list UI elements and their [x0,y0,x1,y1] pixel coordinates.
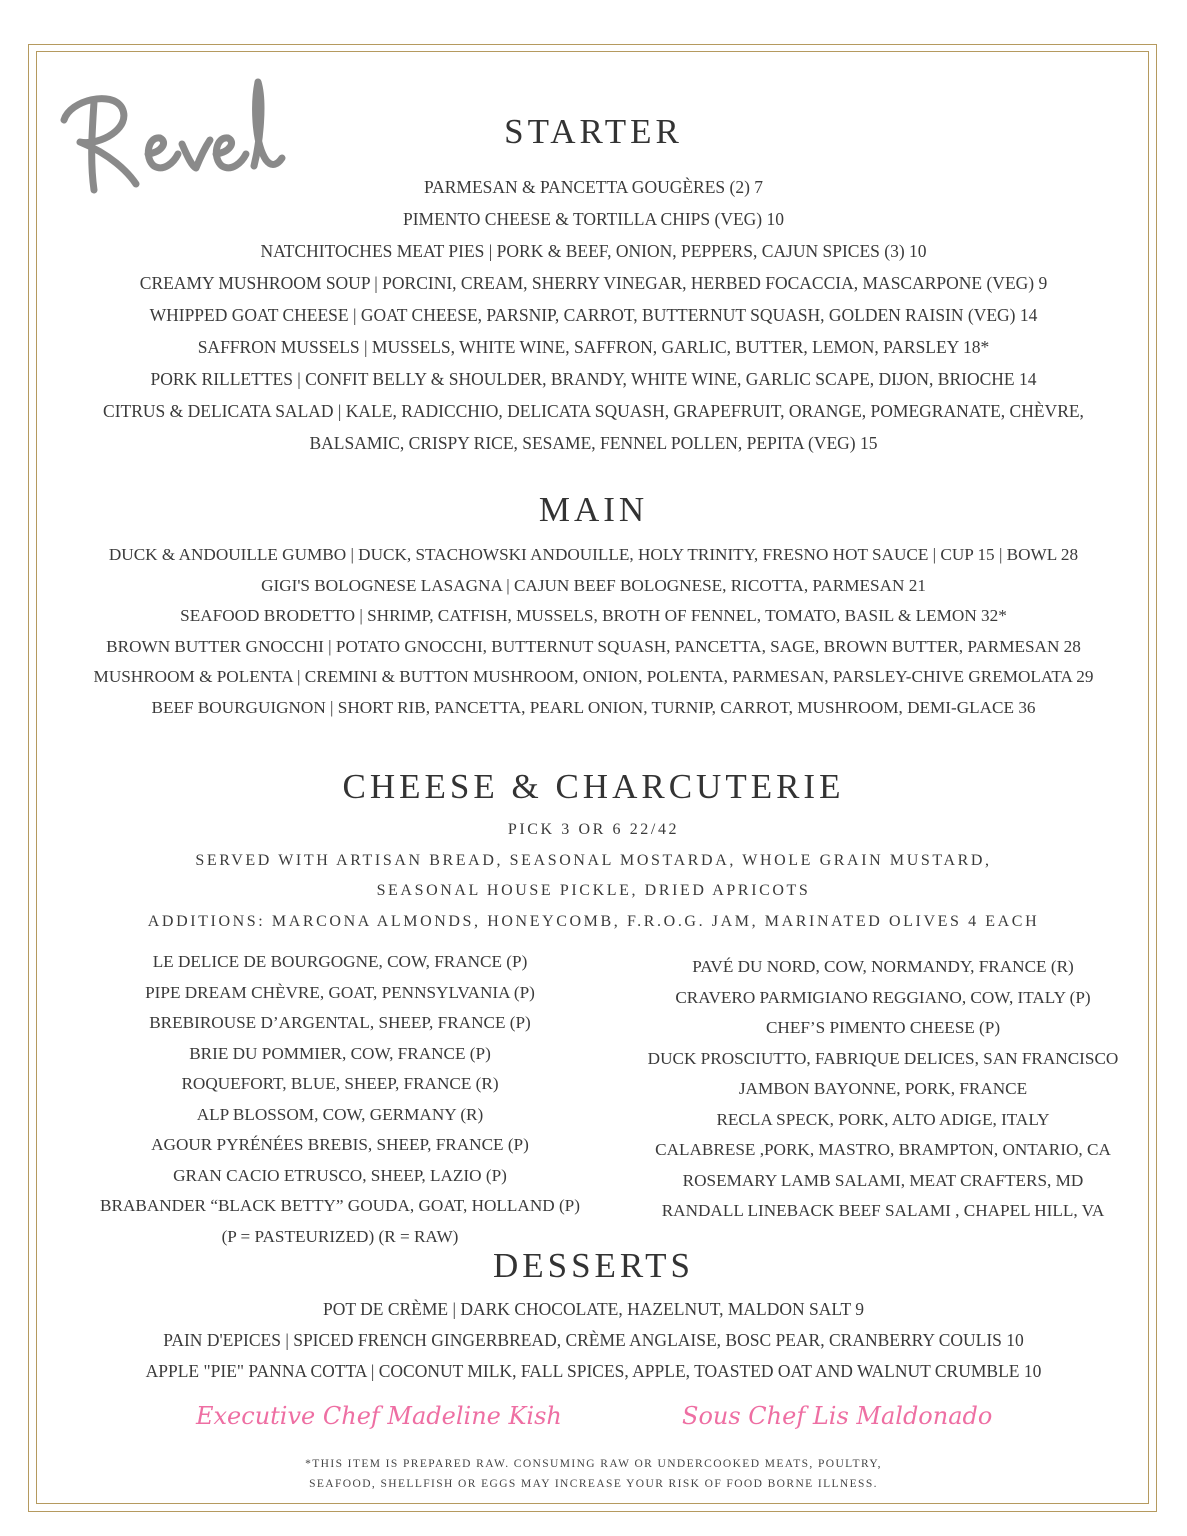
sous-chef-signature: Sous Chef Lis Maldonado [682,1402,993,1430]
disclaimer [0,1454,1187,1494]
list-item: GRAN CACIO ETRUSCO, SHEEP, LAZIO (P) [173,1165,507,1185]
menu-item: PORK RILLETTES | CONFIT BELLY & SHOULDER, BRANDY, WHITE WINE, GARLIC SCAPE, DIJON, BRIOCHE 14 [150,369,1037,389]
menu-item: SEAFOOD BRODETTO | SHRIMP, CATFISH, MUSSELS, BROTH OF FENNEL, TOMATO, BASIL & LEMON 32* [180,606,1007,625]
disclaimer-line: *THIS ITEM IS PREPARED RAW. CONSUMING RAW OR UNDERCOOKED MEATS, POULTRY, [305,1458,882,1470]
list-item: CHEF’S PIMENTO CHEESE (P) [765,1018,1001,1037]
list-item: BRABANDER “BLACK BETTY” GOUDA, GOAT, HOLLAND (P) [100,1196,580,1215]
menu-item: CREAMY MUSHROOM SOUP | PORCINI, CREAM, SHERRY VINEGAR, HERBED FOCACCIA, MASCARPONE (VEG) 9 [139,273,1048,293]
cheese-info-line: PICK 3 OR 6 22/42 [507,821,680,838]
cheese-title: CHEESE & CHARCUTERIE [342,767,845,806]
menu-item: APPLE "PIE" PANNA COTTA | COCONUT MILK, FALL SPICES, APPLE, TOASTED OAT AND WALNUT CRUMBLE 10 [145,1361,1042,1381]
menu-item: BROWN BUTTER GNOCCHI | POTATO GNOCCHI, BUTTERNUT SQUASH, PANCETTA, SAGE, BROWN BUTTER, PARMESAN 28 [106,636,1081,656]
legend-note: (P = PASTEURIZED) (R = RAW) [221,1226,459,1246]
menu-item: DUCK & ANDOUILLE GUMBO | DUCK, STACHOWSKI ANDOUILLE, HOLY TRINITY, FRESNO HOT SAUCE | CUP 15 | BOWL 28 [108,545,1079,564]
menu-item: SAFFRON MUSSELS | MUSSELS, WHITE WINE, SAFFRON, GARLIC, BUTTER, LEMON, PARSLEY 18* [197,337,990,357]
menu-item: BALSAMIC, CRISPY RICE, SESAME, FENNEL POLLEN, PEPITA (VEG) 15 [309,433,878,453]
list-item: PIPE DREAM CHÈVRE, GOAT, PENNSYLVANIA (P) [145,982,535,1002]
menu-item: PIMENTO CHEESE & TORTILLA CHIPS (VEG) 10 [402,209,785,229]
menu-item: CITRUS & DELICATA SALAD | KALE, RADICCHIO, DELICATA SQUASH, GRAPEFRUIT, ORANGE, POMEGRANATE, CHÈVRE, [103,401,1084,421]
menu-item: PAIN D'EPICES | SPICED FRENCH GINGERBREAD, CRÈME ANGLAISE, BOSC PEAR, CRANBERRY COULIS 10 [163,1330,1024,1350]
list-item: RANDALL LINEBACK BEEF SALAMI , CHAPEL HILL, VA [661,1201,1105,1220]
list-item: JAMBON BAYONNE, PORK, FRANCE [738,1079,1028,1098]
list-item: PAVÉ DU NORD, COW, NORMANDY, FRANCE (R) [692,957,1074,976]
desserts-title: DESSERTS [492,1246,695,1285]
cheese-info [0,815,1187,937]
cheese-list [40,947,640,1252]
list-item: ALP BLOSSOM, COW, GERMANY (R) [196,1104,484,1124]
list-item: BRIE DU POMMIER, COW, FRANCE (P) [189,1043,491,1063]
list-item: ROSEMARY LAMB SALAMI, MEAT CRAFTERS, MD [682,1170,1084,1190]
menu-item: GIGI'S BOLOGNESE LASAGNA | CAJUN BEEF BOLOGNESE, RICOTTA, PARMESAN 21 [261,575,926,595]
menu-item: MUSHROOM & POLENTA | CREMINI & BUTTON MUSHROOM, ONION, POLENTA, PARMESAN, PARSLEY-CHIVE GREMOLATA 29 [93,667,1094,686]
starter-title: STARTER [504,112,683,151]
executive-chef-signature: Executive Chef Madeline Kish [196,1402,562,1430]
list-item: BREBIROUSE D’ARGENTAL, SHEEP, FRANCE (P) [149,1013,531,1032]
desserts-list [0,1294,1187,1387]
menu-item: POT DE CRÈME | DARK CHOCOLATE, HAZELNUT, MALDON SALT 9 [323,1299,864,1319]
list-item: RECLA SPECK, PORK, ALTO ADIGE, ITALY [716,1109,1050,1129]
list-item: CALABRESE ,PORK, MASTRO, BRAMPTON, ONTARIO, CA [655,1140,1111,1159]
list-item: AGOUR PYRÉNÉES BREBIS, SHEEP, FRANCE (P) [151,1135,529,1154]
list-item: ROQUEFORT, BLUE, SHEEP, FRANCE (R) [181,1074,499,1093]
main-list [0,540,1187,723]
disclaimer-line: SEAFOOD, SHELLFISH OR EGGS MAY INCREASE YOUR RISK OF FOOD BORNE ILLNESS. [309,1478,878,1490]
cheese-info-line: SERVED WITH ARTISAN BREAD, SEASONAL MOSTARDA, WHOLE GRAIN MUSTARD, [195,851,992,869]
charcuterie-list [583,952,1183,1227]
cheese-info-line: SEASONAL HOUSE PICKLE, DRIED APRICOTS [376,882,811,899]
list-item: DUCK PROSCIUTTO, FABRIQUE DELICES, SAN FRANCISCO [647,1048,1119,1068]
menu-item: BEEF BOURGUIGNON | SHORT RIB, PANCETTA, PEARL ONION, TURNIP, CARROT, MUSHROOM, DEMI-GLACE 36 [151,697,1036,717]
menu-item: NATCHITOCHES MEAT PIES | PORK & BEEF, ONION, PEPPERS, CAJUN SPICES (3) 10 [260,241,927,261]
starter-list [0,171,1187,459]
list-item: LE DELICE DE BOURGOGNE, COW, FRANCE (P) [152,952,528,971]
cheese-info-line: ADDITIONS: MARCONA ALMONDS, HONEYCOMB, F.R.O.G. JAM, MARINATED OLIVES 4 EACH [147,912,1040,930]
menu-item: PARMESAN & PANCETTA GOUGÈRES (2) 7 [423,177,764,197]
main-title: MAIN [538,490,649,529]
list-item: CRAVERO PARMIGIANO REGGIANO, COW, ITALY (P) [675,987,1091,1007]
menu-item: WHIPPED GOAT CHEESE | GOAT CHEESE, PARSNIP, CARROT, BUTTERNUT SQUASH, GOLDEN RAISIN (VEG) 14 [149,305,1038,325]
